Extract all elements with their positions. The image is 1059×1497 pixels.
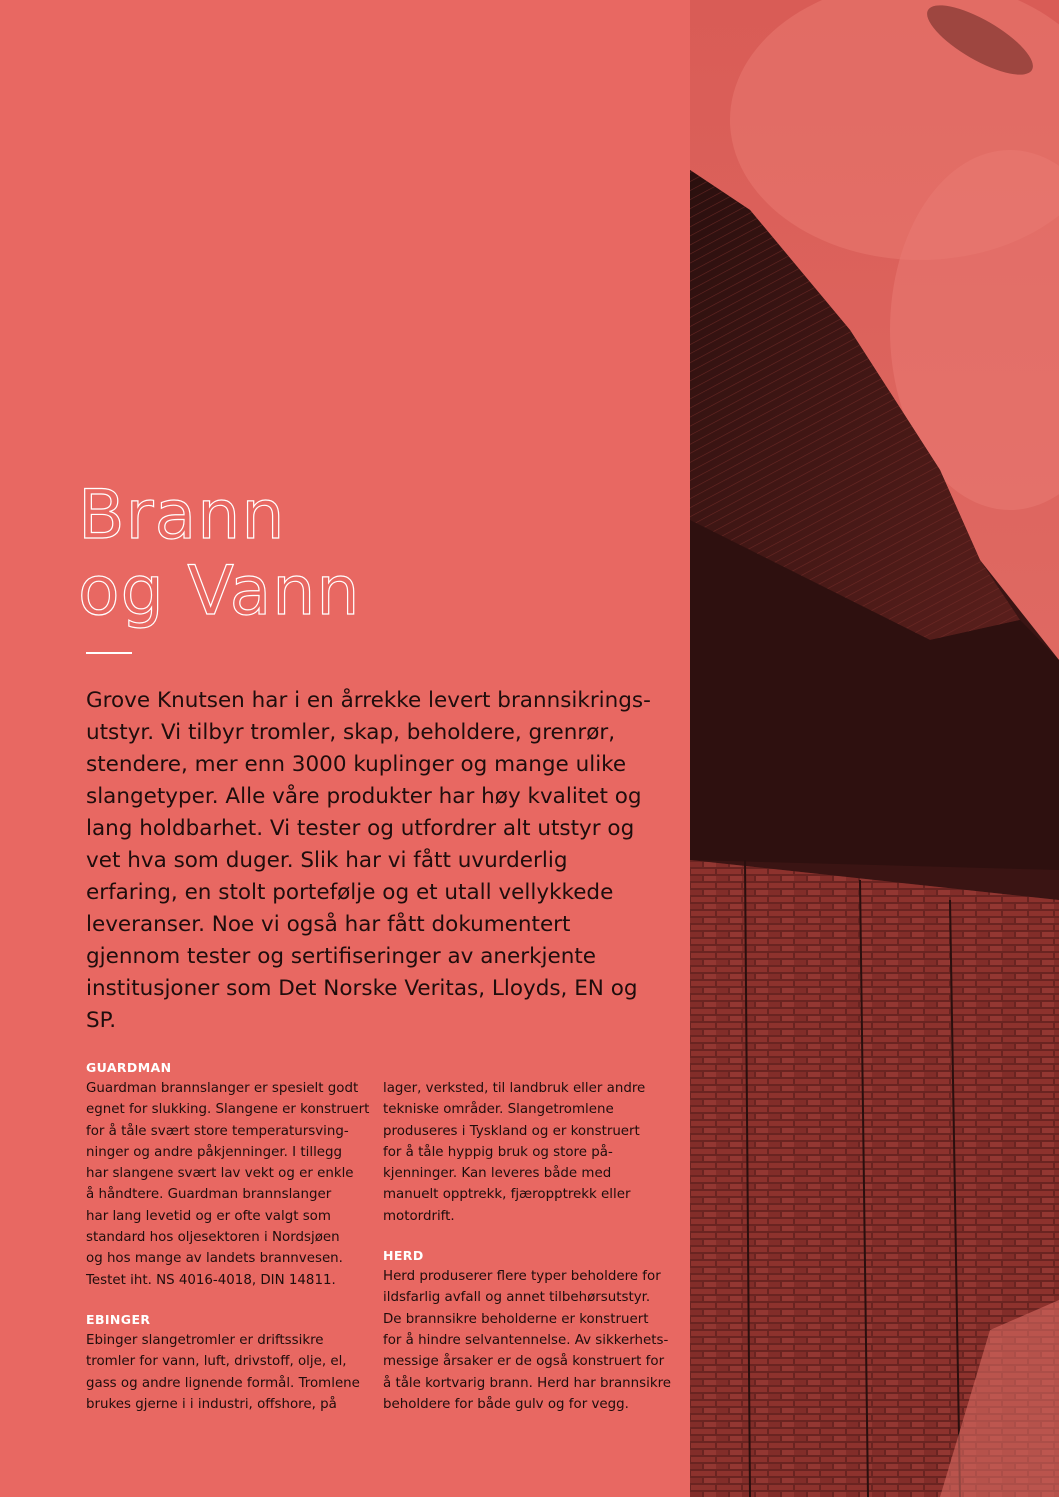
text-column-right	[383, 1078, 673, 1433]
section-body: Guardman brannslanger er spesielt godt egnet for slukking. Slangene er konstruert for å tåle svært store temperatursving- ninger og andre påkjenninger. I tillegg har slangene svært lav vekt og er enkle å håndtere. Guardman brannslanger har lang levetid og er ofte valgt som standard hos oljesektoren i Nordsjøen og hos mange av landets brannvesen. Testet iht. NS 4016-4018, DIN 14811.	[86, 1081, 370, 1288]
fire-water-photo	[690, 0, 1059, 1497]
section-body: Herd produserer flere typer beholdere for ildsfarlig avfall og annet tilbehørsutstyr. De brannsikre beholderne er konstruert for å hindre selvantennelse. Av sikkerhets- messige årsaker er de også konstruert for å tåle kortvarig brann. Herd har brannsikre beholdere for både gulv og for vegg.	[383, 1269, 672, 1412]
section-ebinger-continued	[383, 1078, 673, 1227]
title-divider	[86, 652, 132, 654]
section-body: Ebinger slangetromler er driftssikre tromler for vann, luft, drivstoff, olje, el, gass og andre lignende formål. Tromlene brukes gjerne i i industri, offshore, på	[86, 1332, 360, 1412]
title-line-1: Brann	[78, 476, 286, 555]
page-title	[78, 478, 361, 630]
photo-graphic	[690, 0, 1059, 1497]
title-line-2: og Vann	[78, 552, 361, 631]
section-heading: GUARDMAN	[86, 1060, 172, 1075]
section-herd	[383, 1245, 673, 1415]
section-guardman	[86, 1057, 376, 1291]
intro-paragraph: Grove Knutsen har i en årrekke levert brannsikrings-utstyr. Vi tilbyr tromler, skap, beholdere, grenrør, stendere, mer enn 3000 kuplinger og mange ulike slangetyper. Alle våre produkter har høy kvalitet og lang holdbarhet. Vi tester og utfordrer alt utstyr og vet hva som duger. Slik har vi fått uvurderlig erfaring, en stolt portefølje og et utall vellykkede leveranser. Noe vi også har fått dokumentert gjennom tester og sertifiseringer av anerkjente institusjoner som Det Norske Veritas, Lloyds, EN og SP.	[86, 688, 651, 1033]
text-column-left	[86, 1057, 376, 1433]
section-ebinger	[86, 1309, 376, 1415]
section-body: lager, verksted, til landbruk eller andre tekniske områder. Slangetromlene produseres i Tyskland og er konstruert for å tåle hyppig bruk og store på- kjenninger. Kan leveres både med manuelt opptrekk, fjæropptrekk eller motordrift.	[383, 1081, 646, 1224]
section-heading: EBINGER	[86, 1311, 151, 1327]
section-heading: HERD	[383, 1248, 424, 1264]
